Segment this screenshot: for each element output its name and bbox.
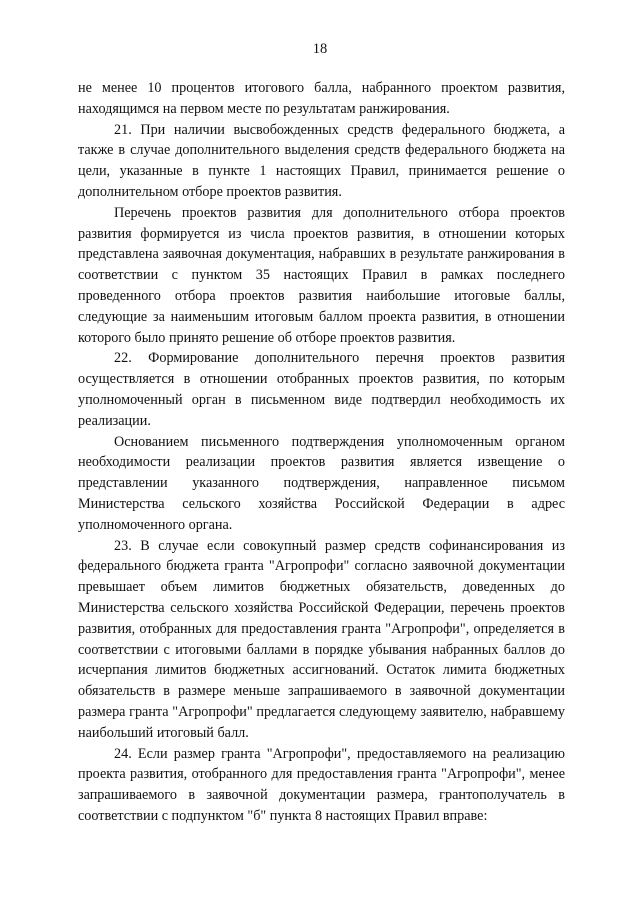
paragraph-written-confirmation: Основанием письменного подтверждения уполномоченным органом необходимости реализации проектов развития является извещение о представлении указанного подтверждения, направленное письмом Министерства сельского хозяйства Российской Федерации в адрес уполномоченного органа. <box>78 433 565 533</box>
paragraph-item-21: 21. При наличии высвобожденных средств федерального бюджета, а также в случае дополнительного выделения средств федерального бюджета на цели, указанные в пункте 1 настоящих Правил, принимается решение о дополнительном отборе проектов развития. <box>78 121 565 200</box>
paragraph-item-23: 23. В случае если совокупный размер средств софинансирования из федерального бюджета гранта "Агропрофи" согласно заявочной документации превышает объем лимитов бюджетных обязательств, доведенных до Министерства сельского хозяйства Российской Федерации, перечень проектов развития, отобранных для предоставления гранта "Агропрофи", определяется в соответствии с итоговыми баллами в порядке убывания набранных баллов до исчерпания лимитов бюджетных ассигнований. Остаток лимита бюджетных обязательств в размере меньше запрашиваемого в заявочной документации размера гранта "Агропрофи" предлагается следующему заявителю, набравшему наибольший итоговый балл. <box>78 537 565 741</box>
paragraph-continuation: не менее 10 процентов итогового балла, набранного проектом развития, находящимся на первом месте по результатам ранжирования. <box>78 80 565 117</box>
paragraph-development-projects-list: Перечень проектов развития для дополнительного отбора проектов развития формируется из числа проектов развития, в отношении которых представлена заявочная документация, набравших в результате ранжирования в соответствии с пунктом 35 настоящих Правил в рамках последнего проведенного отбора проектов развития наибольшие итоговые баллы, следующие за наименьшим итоговым баллом проекта развития, в отношении которого было принято решение об отборе проектов развития. <box>78 204 565 346</box>
document-body <box>78 78 565 827</box>
page-number: 18 <box>312 41 328 57</box>
paragraph-item-24: 24. Если размер гранта "Агропрофи", предоставляемого на реализацию проекта развития, отобранного для предоставления гранта "Агропрофи", менее запрашиваемого в заявочной документации размера, грантополучатель в соответствии с подпунктом "б" пункта 8 настоящих Правил вправе: <box>78 745 565 824</box>
paragraph-item-22: 22. Формирование дополнительного перечня проектов развития осуществляется в отношении отобранных проектов развития, по которым уполномоченный орган в письменном виде подтвердил необходимость их реализации. <box>78 350 565 429</box>
